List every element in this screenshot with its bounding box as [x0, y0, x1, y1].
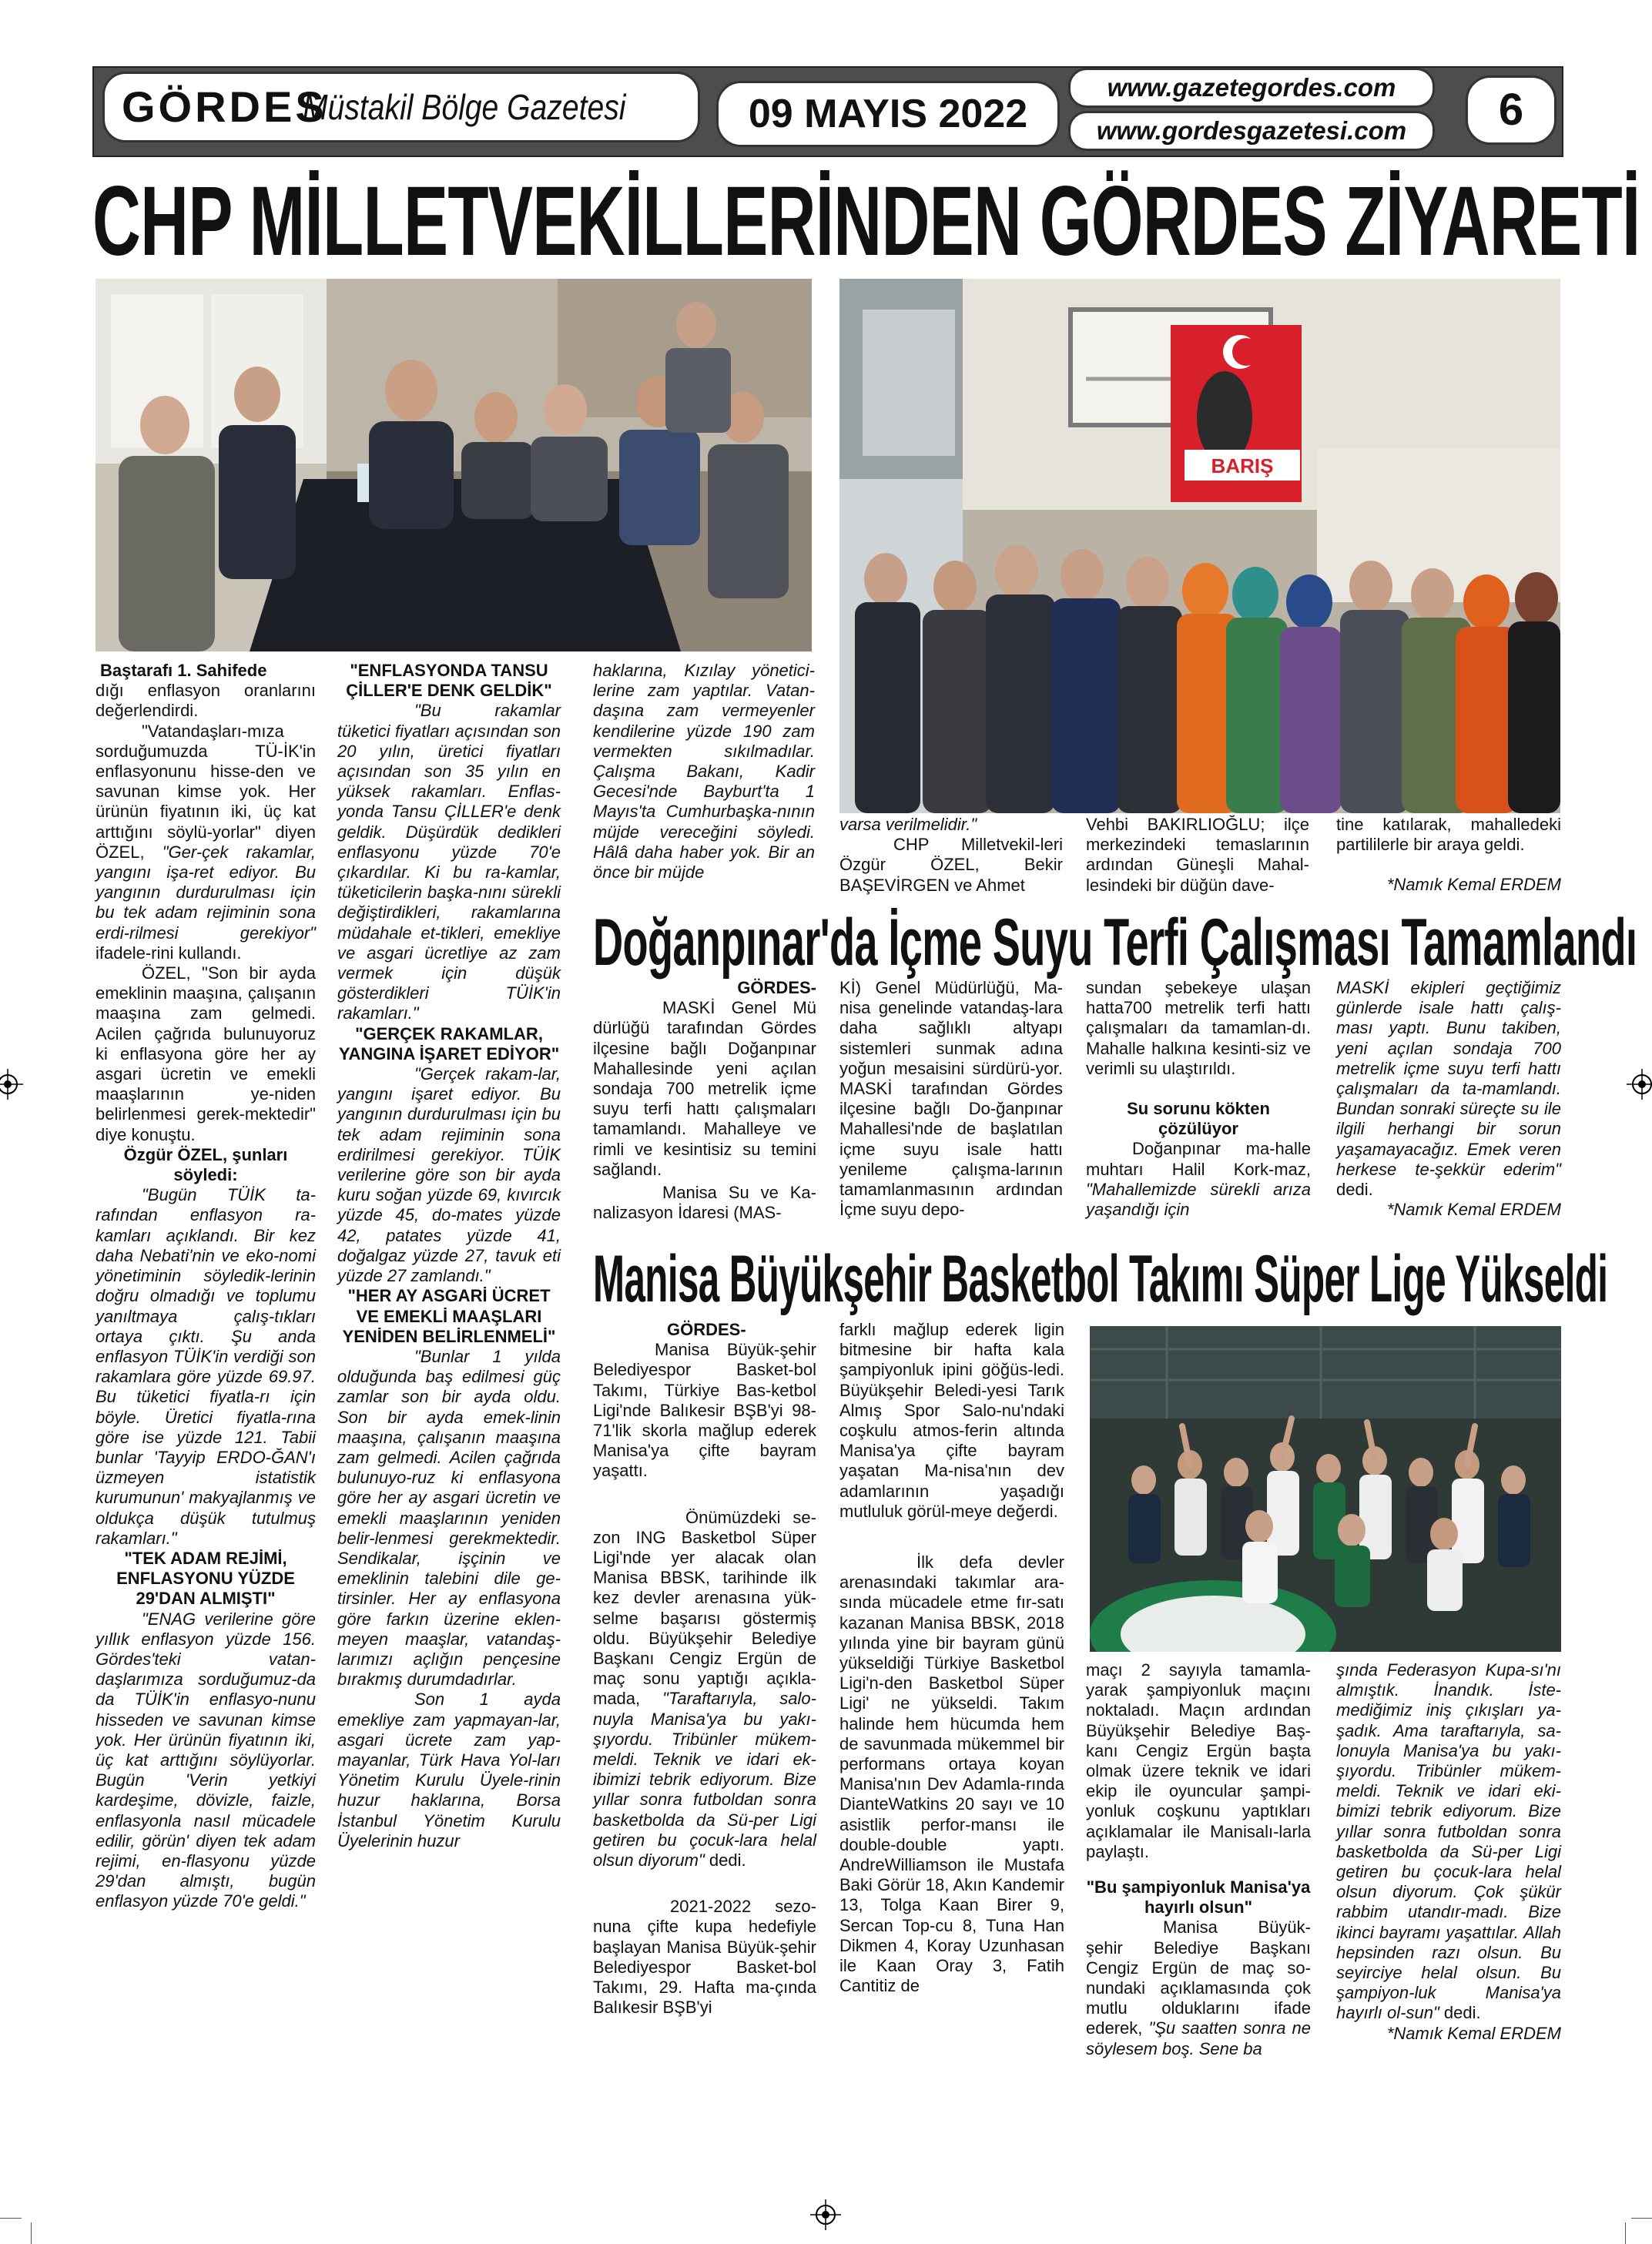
registration-mark-left [0, 1069, 23, 1100]
registration-mark-bottom [810, 2199, 841, 2230]
article2-column-1 [593, 978, 816, 1223]
article1-c1-p5: "ENAG verilerine göre yıllık enflasyon yüzde 156. Gördes'teki vatan-daşlarımıza sorduğumuz-da da TÜİK'in enflasyo-nunu hisseden ve savunan kimse yok. Her ürünün fiyatının iki, üç kat arttığını söylüyorlar. Bugün 'Verin yetkiyi kardeşime, dövizle, faizle, enflasyonla nasıl mücadele edilir, görün' diyen tek adam rejimi, en-flasyonu yüzde 29'dan almıştı, bugün enflasyon yüzde 70'e geldi." [96, 1609, 316, 1911]
article2-column-2 [839, 978, 1063, 1220]
article3-column-2 [839, 1320, 1064, 1997]
article1-c2-p4: Son 1 ayda emekliye zam yapmayan-lar, asgari ücrete zam yap-mayanlar, Türk Hava Yol-ları Yönetim Kurulu Üyele-rinin huzur haklarına, Borsa İstanbul Yönetim Kurulu Üyelerinin huzur [337, 1690, 561, 1850]
article3-c4-p1 [1336, 1660, 1561, 2024]
article1-column-5b [1336, 815, 1561, 896]
article1-c1-p4: "Bugün TÜİK ta-rafından enflasyon ra-kamları açıklandı. Bir kez daha Nebati'nin ve eko-nomi yönetiminin söyledik-lerinin doğru olmadığı ve toplumu yanıltmaya çalış-tıkları ortaya çıktı. Şu anda enflasyon TÜİK'in verdiği son rakamlara göre yüzde 69.97. Bu tüketici fiyatla-rı için böyle. Üretici fiyatla-rına göre ise yüzde 121. Tabii bunlar 'Tayyip ERDO-ĞAN'ı üzmeyen istatistik kurumunun' makyajlanmış ve oldukça düşük tutulmuş rakamları." [96, 1185, 316, 1548]
paper-name: GÖRDES [122, 82, 327, 131]
article3-column-3 [1086, 1660, 1311, 2059]
article1-c2-h3: "HER AY ASGARİ ÜCRET VE EMEKLİ MAAŞLARI YENİDEN BELİRLENMELİ" [342, 1286, 556, 1346]
article1-c3b-p1: varsa verilmelidir." [839, 815, 977, 834]
article1-c2-p3: "Bunlar 1 yılda olduğunda baş edilmesi güç zamlar son bir ayda oldu. Son bir ayda emek-linin maaşına, çalışanın maaşına zam gelmedi. Acilen çağrıda bulunuyo-ruz ki enflasyona göre her ay asgari ücretin ve emekli maaşlarının yeniden belir-lenmesi gerekmektedir. Sendikalar, işçinin ve emeklinin talebini dile ge-tirsinler. Her ay enflasyona göre farkın üzerine eklen-meyen maaşlar, vatandaş-larımızı açlığın pençesine bırakmış durumdadırlar. [337, 1346, 561, 1690]
article1-signature: *Namık Kemal ERDEM [1386, 875, 1561, 895]
article1-c2-p1: "Bu rakamlar tüketici fiyatları açısından son 20 yılın, üretici fiyatları açısından son 35 yılın en yüksek rakamları. Enflas-yonda Tansu ÇİLLER'e denk geldik. Düşürdük dedikleri enflasyonu yüzde 70'e çıkardılar. Ki bu ra-kamlar, tüketicilerin başka-nını sürekli değiştirdikleri, rakamlarına müdahale et-tikleri, emekliye ve asgari ücretliye az zam vermek için düşük gösterdikleri TÜİK'in rakamları." [337, 701, 561, 1023]
article1-c3b-p2: CHP Milletvekil-leri Özgür ÖZEL, Bekir BAŞEVİRGEN ve Ahmet [839, 835, 1063, 895]
article3-headline: Manisa Büyükşehir Basketbol Takımı Süper Lige Yükseldi [593, 1242, 1608, 1316]
article1-c1-p1: dığı enflasyon oranlarını değerlendirdi. [96, 681, 316, 721]
article3-c3-gap1 [1086, 1862, 1311, 1877]
article2-c3-p2b: "Mahallemizde sürekli arıza yaşandığı için [1086, 1179, 1311, 1220]
article1-c3-p1: haklarına, Kızılay yönetici-lerine zam yaptılar. Vatan-daşına zam vermeyenler kendilerine yüzde 190 zam vermekten sıkılmadılar. Çalışma Bakanı, Kadir Gecesi'nde Bayburt'ta 1 Mayıs'ta Cumhurbaşka-nının müjde vereceğini söyledi. Hâlâ daha haber yok. Bir an önce bir müjde [593, 661, 815, 883]
article2-c4-p1a: MASKİ ekipleri geçtiğimiz günlerde isale hattı çalış-ması yaptı. Bunu takiben, yeni açılan sondaja 700 metrelik içme suyu terfi hattı çalışmaları da ta-mamlandı. Bundan sonraki süreçte su ile ilgili herhangi bir sorun yaşamayacağız. Emek veren herkese te-şekkür ederim" [1336, 978, 1561, 1179]
article1-c2-h1: "ENFLASYONDA TANSU ÇİLLER'E DENK GELDİK" [346, 661, 552, 701]
article3-c2-gap1 [839, 1522, 1064, 1552]
article3-c2-p1: farklı mağlup ederek ligin bitmesine bir hafta kala şampiyonluk ipini göğüs-ledi. Büyükşehir Beledi-yesi Tarık Almış Spor Salo-nu'ndaki coşkulu atmos-ferin altında Manisa'ya çifte bayram yaşatan Ma-nisa'nın dev adamlarının yaşadığı mutluluk görül-meye değerdi. [839, 1320, 1064, 1521]
article2-signature: *Namık Kemal ERDEM [1386, 1200, 1561, 1220]
article1-c4b-p1: Vehbi BAKIRLIOĞLU; ilçe merkezindeki temaslarının ardından Güneşli Mahal-lesindeki bir düğün dave- [1086, 815, 1309, 895]
issue-date: 09 MAYIS 2022 [716, 81, 1060, 147]
article1-c1-p0: Baştarafı 1. Sahifede [100, 661, 267, 680]
article2-c4-p1 [1336, 978, 1561, 1200]
article3-c1-p2a: Önümüzdeki se-zon ING Basketbol Süper Ligi'nde yer alacak olan Manisa BBSK, tarihinde ilk kez devler arenasına yük-selme başarısı göstermiş oldu. Büyükşehir Belediye Başkanı Cengiz Ergün de maç sonu yaptığı açıkla-mada, [593, 1507, 816, 1709]
crop-mark-bottom-right [1625, 2222, 1626, 2244]
registration-mark-right [1627, 1069, 1652, 1100]
article3-c1-gap1 [593, 1482, 816, 1508]
article1-c5b-p1: tine katılarak, mahalledeki partililerle bir araya geldi. [1336, 815, 1561, 855]
article3-c4-p1b: dedi. [1439, 2003, 1481, 2023]
article3-c4-p1a: şında Federasyon Kupa-sı'nı almıştık. İnandık. İste-mediğimiz iniş çıkışları ya-şadık. Ama taraftarıyla, sa-lonuyla Manisa'ya bu yakı-şıyordu. Tribünler mükem-meldi. Teknik ve idari eki-bimizi tebrik ediyorum. Bize yıllar sonra futboldan sonra basketbolda da Sü-per Ligi getiren bu çocuk-lara helal olsun diyorum. Çok şükür rabbim utandır-madı. Bize ikinci bayramı yaşattılar. Allah hepsinden razı olsun. Bu seyirciye helal olsun. Bu şampiyon-luk Manisa'ya hayırlı ol-sun" [1336, 1660, 1561, 2023]
article2-c3-p1: sundan şebekeye ulaşan hatta700 metrelik terfi hattı çalışmaları da tamamlan-dı. Mahalle halkına kesinti-siz ve verimli su ulaştırıldı. [1086, 978, 1311, 1078]
article3-c3-h1: "Bu şampiyonluk Manisa'ya hayırlı olsun" [1086, 1877, 1311, 1917]
article3-c1-p2b: "Taraftarıyla, salo-nuyla Manisa'ya bu yakı-şıyordu. Tribünler mükem-meldi. Teknik ve idari ek-ibimizi tebrik ediyorum. Bize yıllar sonra futboldan sonra basketbolda da Sü-per Ligi getiren bu çocuk-lara helal olsun diyorum" [593, 1689, 816, 1871]
article3-c1-p0: GÖRDES- [667, 1320, 746, 1339]
article2-column-3 [1086, 978, 1311, 1220]
article1-column-2 [337, 661, 561, 1851]
crop-mark-left-h [0, 2218, 22, 2219]
article3-c1-p1: Manisa Büyük-şehir Belediyespor Basket-bol Takımı, Türkiye Bas-ketbol Ligi'nde Balıkesir BŞB'yi 98-71'lik skorla mağlup ederek Manisa'ya çifte bayram yaşattı. [593, 1340, 816, 1481]
article3-column-1 [593, 1320, 816, 2018]
article2-c1-p0: GÖRDES- [737, 978, 816, 997]
article1-c1-p3a: ÖZEL, "Son bir ayda emeklinin maaşına, çalışanın maaşına zam gelmedi. Acilen çağrıda bulunuyoruz ki enflasyona göre her ay asgari ücretin ve emekli maaşlarının ye-niden belirlenmesi gerek-mektedir" [96, 963, 316, 1124]
article2-headline: Doğanpınar'da İçme Suyu Terfi Çalışması Tamamlandı [593, 906, 1637, 980]
crop-mark-right-h [1631, 2218, 1652, 2219]
article1-c1-h1: Özgür ÖZEL, şunları söyledi: [123, 1144, 288, 1185]
article1-c1-p3b: diye konuştu. [96, 1124, 196, 1144]
article1-c1-p2a: "Vatandaşları-mıza sorduğumuzda TÜ-İK'in enflasyonunu hisse-den ve savunan kimse yok. Her ürünün fiyatının iki, üç kat arttığını söylü-yorlar" diyen ÖZEL, [96, 721, 316, 862]
article2-c4-p1b: dedi. [1336, 1180, 1373, 1200]
article3-c1-gap2 [593, 1871, 816, 1897]
website-url-2: www.gordesgazetesi.com [1068, 111, 1435, 151]
article2-c1-p1: MASKİ Genel Mü dürlüğü tarafından Gördes ilçesine bağlı Doğanpınar Mahallesinde yeni açılan sondaja 700 metrelik içme suyu terfi hattı çalışmaları tamamlandı. Mahalleye ve rimli ve kesintisiz su temini sağlandı. [593, 998, 816, 1179]
article3-signature: *Namık Kemal ERDEM [1386, 2023, 1561, 2043]
meeting-photo [96, 279, 812, 651]
article2-c3-p2a: Doğanpınar ma-halle muhtarı Halil Kork-maz, [1086, 1139, 1311, 1179]
article2-c2-p1: Kİ) Genel Müdürlüğü, Ma-nisa genelinde vatandaş-lara daha sağlıklı altyapı sistemleri sunmak adına yoğun mesaisini sürdürü-yor. MASKİ tarafından Gördes ilçesine bağlı Do-ğanpınar Mahallesi'nde de başlatılan içme suyu isale hattı yenileme çalışma-larının tamamlanmasının ardından İçme suyu depo- [839, 978, 1063, 1220]
article1-c1-h2: "TEK ADAM REJİMİ, ENFLASYONU YÜZDE 29'DAN ALMIŞTI" [116, 1548, 295, 1609]
article3-c1-p2 [593, 1508, 816, 1871]
article1-c1-p3 [96, 963, 316, 1145]
article1-c2-h2: "GERÇEK RAKAMLAR, YANGINA İŞARET EDİYOR" [338, 1023, 560, 1063]
article1-c1-p2 [96, 722, 316, 963]
article2-c3-h1: Su sorunu kökten çözülüyor [1127, 1099, 1270, 1139]
meeting-photo-image [96, 279, 812, 651]
crop-mark-bottom-left [31, 2222, 32, 2244]
group-photo [839, 279, 1560, 813]
page-number: 6 [1466, 75, 1556, 145]
article3-c1-p3: 2021-2022 sezo-nuna çifte kupa hedefiyle başlayan Manisa Büyük-şehir Belediyespor Basket-bol Takımı, 29. Hafta ma-çında Balıkesir BŞB'yi [593, 1897, 816, 2018]
basketball-team-photo-image [1090, 1326, 1561, 1652]
article3-c3-p2b: "Şu saatten sonra ne söylesem boş. Sene ba [1086, 2018, 1311, 2058]
article2-c3-p2 [1086, 1139, 1311, 1220]
article3-column-4 [1336, 1660, 1561, 2044]
article2-column-4 [1336, 978, 1561, 1220]
article3-c3-p2a: Manisa Büyük-şehir Belediye Başkanı Cengiz Ergün de maç so-nundaki açıklamasında çok mutlu olduklarını ifade ederek, [1086, 1917, 1311, 2038]
website-url-1: www.gazetegordes.com [1068, 68, 1435, 108]
group-photo-image [839, 279, 1560, 813]
article1-column-4b [1086, 815, 1309, 896]
article1-c2-p2: "Gerçek rakam-lar, yangını işaret ediyor. Bu yangının durdurulması için bu tek adam rejiminin sona erdirilmesi gerekiyor. TÜİK verilerine göre son bir ayda kuru soğan yüzde 69, kıvırcık yüzde 45, do-mates yüzde 42, patates yüzde 41, doğalgaz yüzde 27, tavuk eti yüzde 27 zamlandı." [337, 1064, 561, 1286]
article1-column-3b [839, 815, 1063, 896]
article1-headline: CHP MİLLETVEKİLLERİNDEN GÖRDES ZİYARETİ [92, 166, 1640, 276]
article1-column-1 [96, 661, 316, 1912]
article1-c1-p2c: ifadele-rini kullandı. [96, 943, 242, 963]
article2-c1-p2: Manisa Su ve Ka-nalizasyon İdaresi (MAS- [593, 1183, 816, 1223]
article3-c2-p2: İlk defa devler arenasındaki takımlar ara-sında mücadele etme fır-satı kazanan Manisa BBSK, 2018 yılında yine bir bayram günü yükseldiği Türkiye Basketbol Ligi'n-den Basketbol Süper Ligi' ne yükseldi. Takım halinde hem hücumda hem de savunmada mükemmel bir performans ortaya koyan Manisa'nın Dev Adamla-rında DianteWatkins 20 sayı ve 10 asistlik perfor-mansı ile double-double yaptı. AndreWilliamson ile Mustafa Baki Görür 18, Akın Kandemir 13, Tolga Kaan Birer 9, Sercan Top-cu 8, Tuna Han Dikmen 4, Koray Uzunhasan ile Kaan Oray 3, Fatih Cantitiz de [839, 1552, 1064, 1996]
article3-c3-p1: maçı 2 sayıyla tamamla-yarak şampiyonluk maçını noktaladı. Maçın ardından Büyükşehir Belediye Baş-kanı Cengiz Ergün başta olmak üzere teknik ve idari ekip ile oyuncular şampi-yonluk coşkunu yaptıkları açıklamalar ile Manisalı-larla paylaştı. [1086, 1660, 1311, 1861]
paper-subtitle: Müstakil Bölge Gazetesi [303, 87, 626, 127]
article3-c3-p2 [1086, 1917, 1311, 2058]
article1-c1-p2b: "Ger-çek rakamlar, yangını işa-ret ediyor. Bu yangının durdurulması için bu tek adam rejiminin sona erdi-rilmesi gerekiyor" [96, 842, 317, 943]
banner-text: BARIŞ [1211, 454, 1274, 477]
basketball-team-photo [1090, 1326, 1561, 1652]
article1-column-3 [593, 661, 815, 883]
article3-c1-p2c: dedi. [704, 1850, 746, 1871]
